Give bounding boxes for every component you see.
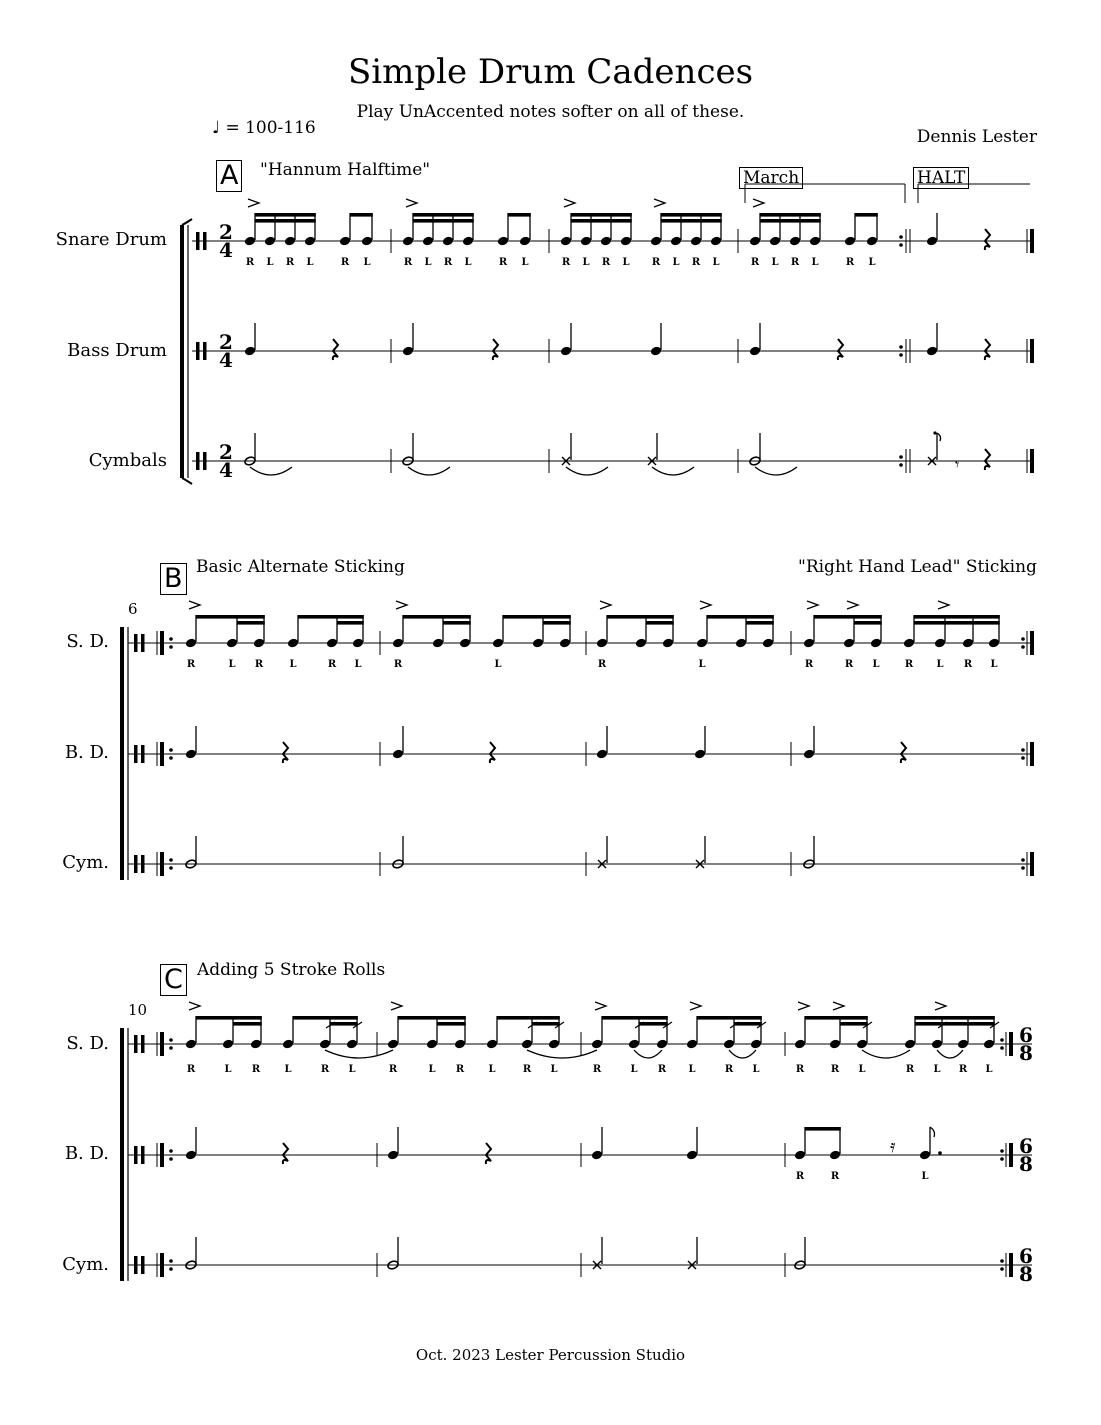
tie: [250, 467, 292, 475]
final-barline: [1030, 852, 1034, 876]
percussion-clef: [134, 1035, 138, 1053]
beam: [607, 615, 674, 619]
section-b-title: Basic Alternate Sticking: [196, 557, 405, 577]
sticking-letter: R: [750, 257, 760, 268]
sticking-letter: R: [651, 257, 661, 268]
sticking-letter: L: [858, 1064, 866, 1075]
sticking-letter: R: [320, 1064, 330, 1075]
sticking-letter: R: [251, 1064, 261, 1075]
sticking-letter: R: [403, 257, 413, 268]
quarter-rest: [333, 339, 338, 360]
beam: [814, 615, 882, 619]
sticking-letter: L: [284, 1064, 292, 1075]
sticking-letter: L: [811, 257, 819, 268]
beam: [403, 615, 471, 619]
flag: [930, 1127, 935, 1137]
repeat-dot: [169, 1259, 173, 1263]
quarter-rest: [838, 339, 843, 360]
sticking-letter: L: [224, 1064, 232, 1075]
beam: [233, 1022, 262, 1026]
beam: [413, 219, 474, 223]
repeat-dot: [169, 1046, 173, 1050]
sticking-letter: L: [494, 659, 502, 670]
time-signature-bottom: 4: [219, 238, 233, 262]
beam: [337, 621, 364, 625]
sticking-letter: R: [795, 1064, 805, 1075]
repeat-dot: [169, 756, 173, 760]
percussion-clef: [196, 452, 200, 470]
beam: [734, 1022, 762, 1026]
beam: [437, 1022, 466, 1026]
sticking-letter: R: [245, 257, 255, 268]
sticking-letter: R: [340, 257, 350, 268]
accent-mark: [847, 601, 858, 609]
tie: [566, 467, 608, 475]
percussion-clef: [141, 1256, 145, 1274]
repeat-dot: [169, 866, 173, 870]
time-signature-top: 6: [1019, 1023, 1033, 1047]
sticking-letter: L: [872, 659, 880, 670]
time-signature-bottom: 8: [1019, 1262, 1033, 1286]
repeat-dot: [899, 243, 903, 247]
beam: [571, 219, 632, 223]
beam: [915, 1016, 995, 1020]
beam: [196, 615, 265, 619]
sticking-letter: R: [601, 257, 611, 268]
tie: [634, 1050, 662, 1058]
repeat-dot: [899, 235, 903, 239]
sticking-letter: L: [688, 1064, 696, 1075]
final-barline: [1009, 1143, 1013, 1167]
sticking-letter: L: [752, 1064, 760, 1075]
percussion-clef: [141, 855, 145, 873]
score-title: Simple Drum Cadences: [347, 52, 754, 92]
footer-text: Oct. 2023 Lester Percussion Studio: [415, 1346, 686, 1364]
time-signature-top: 6: [1019, 1244, 1033, 1268]
repeat-dot: [899, 353, 903, 357]
percussion-clef: [134, 745, 138, 763]
sticking-letter: L: [550, 1064, 558, 1075]
sticking-letter: R: [795, 1171, 805, 1182]
sticking-letter: R: [597, 659, 607, 670]
accent-mark: [189, 601, 200, 609]
sticking-letter: R: [498, 257, 508, 268]
tie: [325, 1050, 393, 1058]
sticking-letter: L: [521, 257, 529, 268]
sticking-letter: L: [936, 659, 944, 670]
sticking-letter: R: [186, 659, 196, 670]
repeat-dot: [1021, 866, 1025, 870]
sticking-letter: R: [830, 1064, 840, 1075]
accent-mark: [938, 601, 949, 609]
repeat-dot: [1000, 1259, 1004, 1263]
repeat-dot: [169, 1267, 173, 1271]
accent-mark: [600, 601, 611, 609]
quarter-rest: [490, 742, 495, 763]
instrument-label-sd: S. D.: [66, 1033, 109, 1054]
repeat-dot: [1021, 858, 1025, 862]
time-signature-top: 2: [219, 440, 233, 464]
accent-mark: [807, 601, 818, 609]
sticking-letter: L: [266, 257, 274, 268]
beam: [571, 213, 632, 217]
beam: [443, 621, 471, 625]
sticking-letter: R: [958, 1064, 968, 1075]
instrument-label-cymbals: Cymbals: [88, 450, 167, 471]
sticking-letter: L: [672, 257, 680, 268]
repeat-barline: [160, 1143, 164, 1167]
percussion-clef: [134, 855, 138, 873]
accent-mark: [564, 199, 575, 207]
sticking-letter: L: [771, 257, 779, 268]
sticking-letter: L: [712, 257, 720, 268]
beam: [707, 615, 774, 619]
tie: [527, 1050, 597, 1058]
instrument-label-bd: B. D.: [64, 1143, 109, 1164]
final-barline: [1030, 742, 1034, 766]
measure-number-6: 6: [128, 600, 138, 618]
accent-mark: [700, 601, 711, 609]
sixteenth-rest: 𝄿: [890, 1136, 896, 1157]
sticking-letter: R: [561, 257, 571, 268]
sticking-letter: L: [354, 659, 362, 670]
repeat-dot: [169, 645, 173, 649]
beam: [805, 1016, 868, 1020]
sticking-letter: L: [698, 659, 706, 670]
repeat-dot: [169, 1149, 173, 1153]
beam: [293, 1016, 358, 1020]
beam: [646, 621, 674, 625]
beam: [602, 1016, 668, 1020]
sticking-letter: R: [691, 257, 701, 268]
quarter-rest: [985, 229, 990, 250]
beam: [840, 1022, 868, 1026]
time-signature-bottom: 8: [1019, 1041, 1033, 1065]
beam: [915, 1022, 995, 1026]
repeat-dot: [1000, 1157, 1004, 1161]
repeat-barline: [160, 852, 164, 876]
repeat-dot: [1000, 1046, 1004, 1050]
accent-mark: [248, 199, 259, 207]
rehearsal-mark-c: C: [160, 964, 187, 996]
eighth-rest: 𝄾: [955, 455, 960, 474]
sticking-letter: R: [254, 659, 264, 670]
instrument-label-sd: S. D.: [66, 631, 109, 652]
instrument-label-bass: Bass Drum: [67, 340, 167, 361]
repeat-barline: [160, 1032, 164, 1056]
beam: [330, 1022, 358, 1026]
percussion-clef: [141, 634, 145, 652]
sticking-letter: R: [845, 257, 855, 268]
quarter-rest: [985, 449, 990, 470]
rehearsal-mark-a: A: [216, 160, 242, 192]
beam: [697, 1016, 762, 1020]
accent-mark: [391, 1002, 402, 1010]
final-barline: [1030, 631, 1034, 655]
beam: [914, 615, 1000, 619]
beam: [237, 621, 265, 625]
sticking-letter: R: [592, 1064, 602, 1075]
accent-mark: [935, 1002, 946, 1010]
beam: [543, 621, 571, 625]
percussion-clef: [134, 1256, 138, 1274]
system-brace: [182, 219, 192, 225]
percussion-clef: [141, 1035, 145, 1053]
accent-mark: [833, 1002, 844, 1010]
quarter-note-icon: ♩: [212, 118, 221, 138]
sticking-letter: R: [963, 659, 973, 670]
section-c-title: Adding 5 Stroke Rolls: [197, 960, 386, 980]
beam: [350, 213, 373, 217]
sticking-letter: L: [363, 257, 371, 268]
repeat-dot: [169, 748, 173, 752]
sticking-letter: L: [582, 257, 590, 268]
beam: [914, 621, 1000, 625]
instrument-label-bd: B. D.: [64, 742, 109, 763]
percussion-clef: [203, 452, 207, 470]
final-barline: [1030, 339, 1034, 363]
final-barline: [1009, 1032, 1013, 1056]
tie: [652, 467, 694, 475]
beam: [398, 1016, 466, 1020]
march-label: March: [739, 167, 803, 189]
composer: Dennis Lester: [916, 127, 1037, 147]
instrument-label-snare: Snare Drum: [55, 229, 167, 250]
sticking-letter: R: [443, 257, 453, 268]
section-a-title: "Hannum Halftime": [260, 160, 431, 180]
sticking-letter: L: [985, 1064, 993, 1075]
accent-mark: [396, 601, 407, 609]
accent-mark: [654, 199, 665, 207]
repeat-dot: [169, 1157, 173, 1161]
beam: [805, 1127, 841, 1131]
tie: [755, 467, 797, 475]
accent-mark: [406, 199, 417, 207]
sticking-letter: L: [921, 1171, 929, 1182]
final-barline: [1030, 229, 1034, 253]
section-b-right-text: "Right Hand Lead" Sticking: [798, 557, 1037, 577]
quarter-rest: [985, 339, 990, 360]
sticking-letter: R: [285, 257, 295, 268]
sticking-letter: L: [933, 1064, 941, 1075]
percussion-clef: [141, 1146, 145, 1164]
dot: [938, 1151, 942, 1155]
beam: [255, 213, 316, 217]
beam: [508, 213, 531, 217]
beam: [760, 219, 821, 223]
time-signature-top: 2: [219, 330, 233, 354]
repeat-dot: [1021, 756, 1025, 760]
time-signature-bottom: 8: [1019, 1152, 1033, 1176]
tie: [729, 1050, 756, 1058]
sticking-letter: R: [790, 257, 800, 268]
quarter-rest: [493, 339, 498, 360]
tie: [408, 467, 450, 475]
sticking-letter: R: [844, 659, 854, 670]
repeat-dot: [169, 637, 173, 641]
beam: [413, 213, 474, 217]
beam: [855, 213, 878, 217]
sticking-letter: R: [724, 1064, 734, 1075]
tempo-text: = 100-116: [225, 118, 316, 138]
sticking-letter: R: [657, 1064, 667, 1075]
sticking-letter: R: [327, 659, 337, 670]
system-brace: [182, 478, 192, 484]
repeat-barline: [160, 1253, 164, 1277]
percussion-clef: [134, 1146, 138, 1164]
percussion-clef: [196, 342, 200, 360]
repeat-barline: [160, 631, 164, 655]
quarter-rest: [486, 1143, 491, 1164]
beam: [255, 219, 316, 223]
sticking-letter: R: [186, 1064, 196, 1075]
score-subtitle: Play UnAccented notes softer on all of these.: [356, 102, 745, 122]
sticking-letter: R: [830, 1171, 840, 1182]
sticking-letter: L: [228, 659, 236, 670]
rehearsal-mark-b: B: [160, 563, 187, 595]
percussion-clef: [203, 342, 207, 360]
time-signature-bottom: 4: [219, 348, 233, 372]
sticking-letter: R: [804, 659, 814, 670]
sticking-letter: R: [904, 659, 914, 670]
accent-mark: [595, 1002, 606, 1010]
instrument-label-cym: Cym.: [62, 852, 109, 873]
beam: [196, 1016, 262, 1020]
repeat-barline: [160, 742, 164, 766]
beam: [532, 1022, 560, 1026]
accent-mark: [690, 1002, 701, 1010]
sticking-letter: L: [289, 659, 297, 670]
beam: [497, 1016, 560, 1020]
beam: [760, 213, 821, 217]
beam: [854, 621, 882, 625]
beam: [503, 615, 571, 619]
sticking-letter: R: [393, 659, 403, 670]
sticking-letter: L: [306, 257, 314, 268]
quarter-rest: [901, 742, 906, 763]
repeat-dot: [1000, 1267, 1004, 1271]
sticking-letter: L: [348, 1064, 356, 1075]
accent-mark: [189, 1002, 200, 1010]
percussion-clef: [141, 745, 145, 763]
sticking-letter: L: [428, 1064, 436, 1075]
sticking-letter: L: [424, 257, 432, 268]
repeat-dot: [169, 858, 173, 862]
final-barline: [1009, 1253, 1013, 1277]
repeat-dot: [169, 1038, 173, 1042]
percussion-clef: [134, 634, 138, 652]
repeat-dot: [899, 345, 903, 349]
percussion-clef: [196, 232, 200, 250]
sticking-letter: L: [990, 659, 998, 670]
quarter-rest: [283, 742, 288, 763]
sticking-letter: L: [868, 257, 876, 268]
sticking-letter: L: [630, 1064, 638, 1075]
tie: [937, 1050, 963, 1058]
sticking-letter: R: [388, 1064, 398, 1075]
sticking-letter: L: [488, 1064, 496, 1075]
halt-label: HALT: [913, 167, 969, 189]
beam: [661, 213, 722, 217]
repeat-dot: [899, 455, 903, 459]
time-signature-bottom: 4: [219, 458, 233, 482]
accent-mark: [798, 1002, 809, 1010]
sticking-letter: L: [622, 257, 630, 268]
repeat-dot: [1021, 748, 1025, 752]
sticking-letter: R: [905, 1064, 915, 1075]
beam: [298, 615, 364, 619]
beam: [746, 621, 774, 625]
repeat-dot: [1021, 645, 1025, 649]
tie: [862, 1050, 910, 1058]
repeat-dot: [1000, 1038, 1004, 1042]
sticking-letter: L: [464, 257, 472, 268]
instrument-label-cym: Cym.: [62, 1254, 109, 1275]
final-barline: [1030, 449, 1034, 473]
time-signature-top: 6: [1019, 1134, 1033, 1158]
repeat-dot: [1000, 1149, 1004, 1153]
beam: [661, 219, 722, 223]
time-signature-top: 2: [219, 220, 233, 244]
accent-mark: [753, 199, 764, 207]
measure-number-10: 10: [128, 1001, 148, 1019]
beam: [639, 1022, 668, 1026]
sticking-letter: R: [522, 1064, 532, 1075]
quarter-rest: [283, 1143, 288, 1164]
staccato-dot: [933, 431, 936, 434]
repeat-dot: [899, 463, 903, 467]
repeat-dot: [1021, 637, 1025, 641]
sticking-letter: R: [455, 1064, 465, 1075]
percussion-clef: [203, 232, 207, 250]
